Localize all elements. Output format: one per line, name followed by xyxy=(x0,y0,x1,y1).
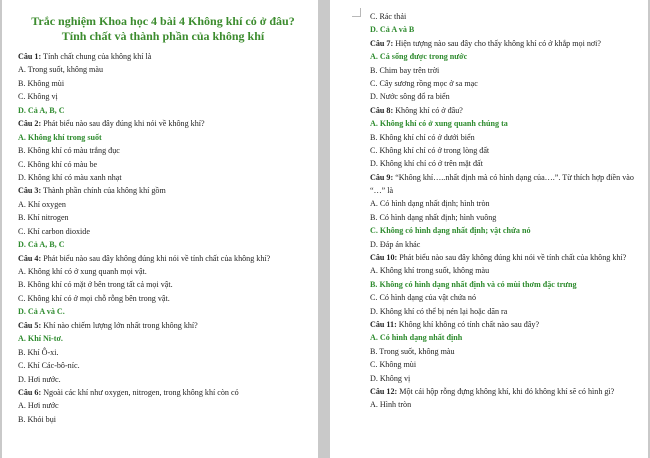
answer-option: C. Có hình dạng của vật chứa nó xyxy=(370,293,476,303)
question-number: Câu 4: xyxy=(18,253,42,263)
answer-option: B. Khí Ô-xi. xyxy=(18,347,59,357)
answer-option: C. Không mùi xyxy=(370,360,417,370)
answer-option: D. Nước sông đổ ra biển xyxy=(370,92,450,102)
answer-option: B. Có hình dạng nhất định; hình vuông xyxy=(370,212,497,222)
question-number: Câu 8: xyxy=(370,105,394,115)
question-text: Một cái hộp rỗng đựng không khí, khi đó không khí sẽ có hình gì? xyxy=(397,386,615,396)
answer-option: D. Không khí có thể bị nén lại hoặc dãn ra xyxy=(370,306,508,316)
margin-corner-mark xyxy=(352,8,361,17)
right-page-content xyxy=(370,12,638,410)
correct-answer-option: D. Cả A, B, C xyxy=(18,105,65,115)
question-line xyxy=(370,387,638,397)
answer-option: B. Khí nitrogen xyxy=(18,213,69,223)
question-text: Không khí không có tính chất nào sau đây? xyxy=(396,319,540,329)
question-line xyxy=(18,254,308,264)
answer-option: A. Hình tròn xyxy=(370,400,412,410)
answer-option: C. Không khí chỉ có ở trong lòng đất xyxy=(370,145,490,155)
answer-option: A. Không khí có ở xung quanh mọi vật. xyxy=(18,267,147,276)
question-number: Câu 9: xyxy=(370,172,394,182)
question-text: Không khí có ở đâu? xyxy=(393,105,463,115)
answer-option: A. Có hình dạng nhất định; hình tròn xyxy=(370,199,490,209)
question-line xyxy=(370,106,638,116)
answer-option: C. Rác thải xyxy=(370,12,407,21)
question-text: “Không khí…..nhất định mà có hình dạng của….”. Từ thích hợp điền vào xyxy=(393,172,634,182)
answer-option: B. Chim bay trên trời xyxy=(370,65,440,75)
question-text: Phát biểu nào sau đây không đúng khi nói về tính chất của không khí? xyxy=(397,253,627,263)
question-number: Câu 2: xyxy=(18,119,42,129)
answer-option: B. Không khí chỉ có ở dưới biển xyxy=(370,132,475,142)
question-number: Câu 3: xyxy=(18,186,42,196)
answer-option: D. Không khí có màu xanh nhạt xyxy=(18,172,122,182)
question-number: Câu 5: xyxy=(18,320,42,330)
answer-option: C. Khí carbon dioxide xyxy=(18,226,90,236)
question-text: Hiện tượng nào sau đây cho thấy không khí có ở khắp mọi nơi? xyxy=(393,38,602,48)
question-line xyxy=(18,388,308,398)
answer-option: A. Hơi nước xyxy=(18,401,59,411)
correct-answer-option: D. Cả A và B xyxy=(370,25,415,35)
answer-option: D. Hơi nước. xyxy=(18,374,61,384)
document-page-right xyxy=(330,0,648,458)
question-text: Phát biểu nào sau đây không đúng khi nói về tính chất của không khí? xyxy=(41,253,271,263)
question-number: Câu 6: xyxy=(18,387,42,397)
question-text: Ngoài các khí như oxygen, nitrogen, trong không khí còn có xyxy=(41,387,239,397)
document-page-left xyxy=(2,0,318,458)
answer-option: B. Không khí có màu trắng đục xyxy=(18,146,120,156)
answer-option: C. Khí Các-bô-níc. xyxy=(18,361,80,371)
answer-option: B. Không khí có mặt ở bên trong tất cả mọi vật. xyxy=(18,280,173,290)
correct-answer-option: B. Không có hình dạng nhất định và có mùi thơm đặc trưng xyxy=(370,279,577,289)
correct-answer-option: D. Cả A và C. xyxy=(18,307,65,317)
document-title: Trắc nghiệm Khoa học 4 bài 4 Không khí có ở đâu? Tính chất và thành phần của không khí xyxy=(31,14,295,43)
question-line xyxy=(370,173,638,183)
answer-option: D. Không vị xyxy=(370,373,411,383)
question-number: Câu 11: xyxy=(370,319,397,329)
answer-option: B. Trong suốt, không màu xyxy=(370,346,455,356)
answer-option: C. Không vị xyxy=(18,92,58,102)
question-line xyxy=(18,52,308,62)
question-number: Câu 1: xyxy=(18,52,42,61)
answer-option: C. Cây sương rồng mọc ở sa mạc xyxy=(370,78,478,88)
question-number: Câu 10: xyxy=(370,253,398,263)
correct-answer-option: A. Không khí có ở xung quanh chúng ta xyxy=(370,119,508,129)
left-page-content xyxy=(18,52,308,425)
answer-option: “…” là xyxy=(370,186,394,196)
question-line xyxy=(18,321,308,331)
correct-answer-option: A. Khí Ni-tơ. xyxy=(18,334,63,344)
answer-option: C. Không khí có ở mọi chỗ rỗng bên trong vật. xyxy=(18,293,170,303)
question-line xyxy=(370,39,638,49)
question-text: Thành phần chính của không khí gồm xyxy=(41,186,166,196)
answer-option: A. Không khí trong suốt, không màu xyxy=(370,266,490,276)
correct-answer-option: A. Không khí trong suốt xyxy=(18,132,102,142)
question-text: Tính chất chung của không khí là xyxy=(41,52,152,61)
correct-answer-option: C. Không có hình dạng nhất định; vật chứa nó xyxy=(370,226,531,236)
question-line xyxy=(18,186,308,196)
question-text: Phát biểu nào sau đây đúng khi nói về không khí? xyxy=(41,119,205,129)
answer-option: B. Khói bụi xyxy=(18,414,56,424)
question-line xyxy=(370,320,638,330)
answer-option: B. Không mùi xyxy=(18,78,65,88)
correct-answer-option: D. Cả A, B, C xyxy=(18,240,65,250)
answer-option: A. Trong suốt, không màu xyxy=(18,65,103,75)
answer-option: D. Đáp án khác xyxy=(370,239,421,249)
question-line xyxy=(18,119,308,129)
question-line xyxy=(370,253,638,263)
answer-option: D. Không khí chỉ có ở trên mặt đất xyxy=(370,159,483,169)
question-text: Khí nào chiếm lượng lớn nhất trong không khí? xyxy=(41,320,198,330)
correct-answer-option: A. Có hình dạng nhất định xyxy=(370,333,463,343)
correct-answer-option: A. Cá sống được trong nước xyxy=(370,52,468,62)
answer-option: A. Khí oxygen xyxy=(18,199,66,209)
answer-option: C. Không khí có màu be xyxy=(18,159,98,169)
question-number: Câu 7: xyxy=(370,38,394,48)
question-number: Câu 12: xyxy=(370,386,398,396)
